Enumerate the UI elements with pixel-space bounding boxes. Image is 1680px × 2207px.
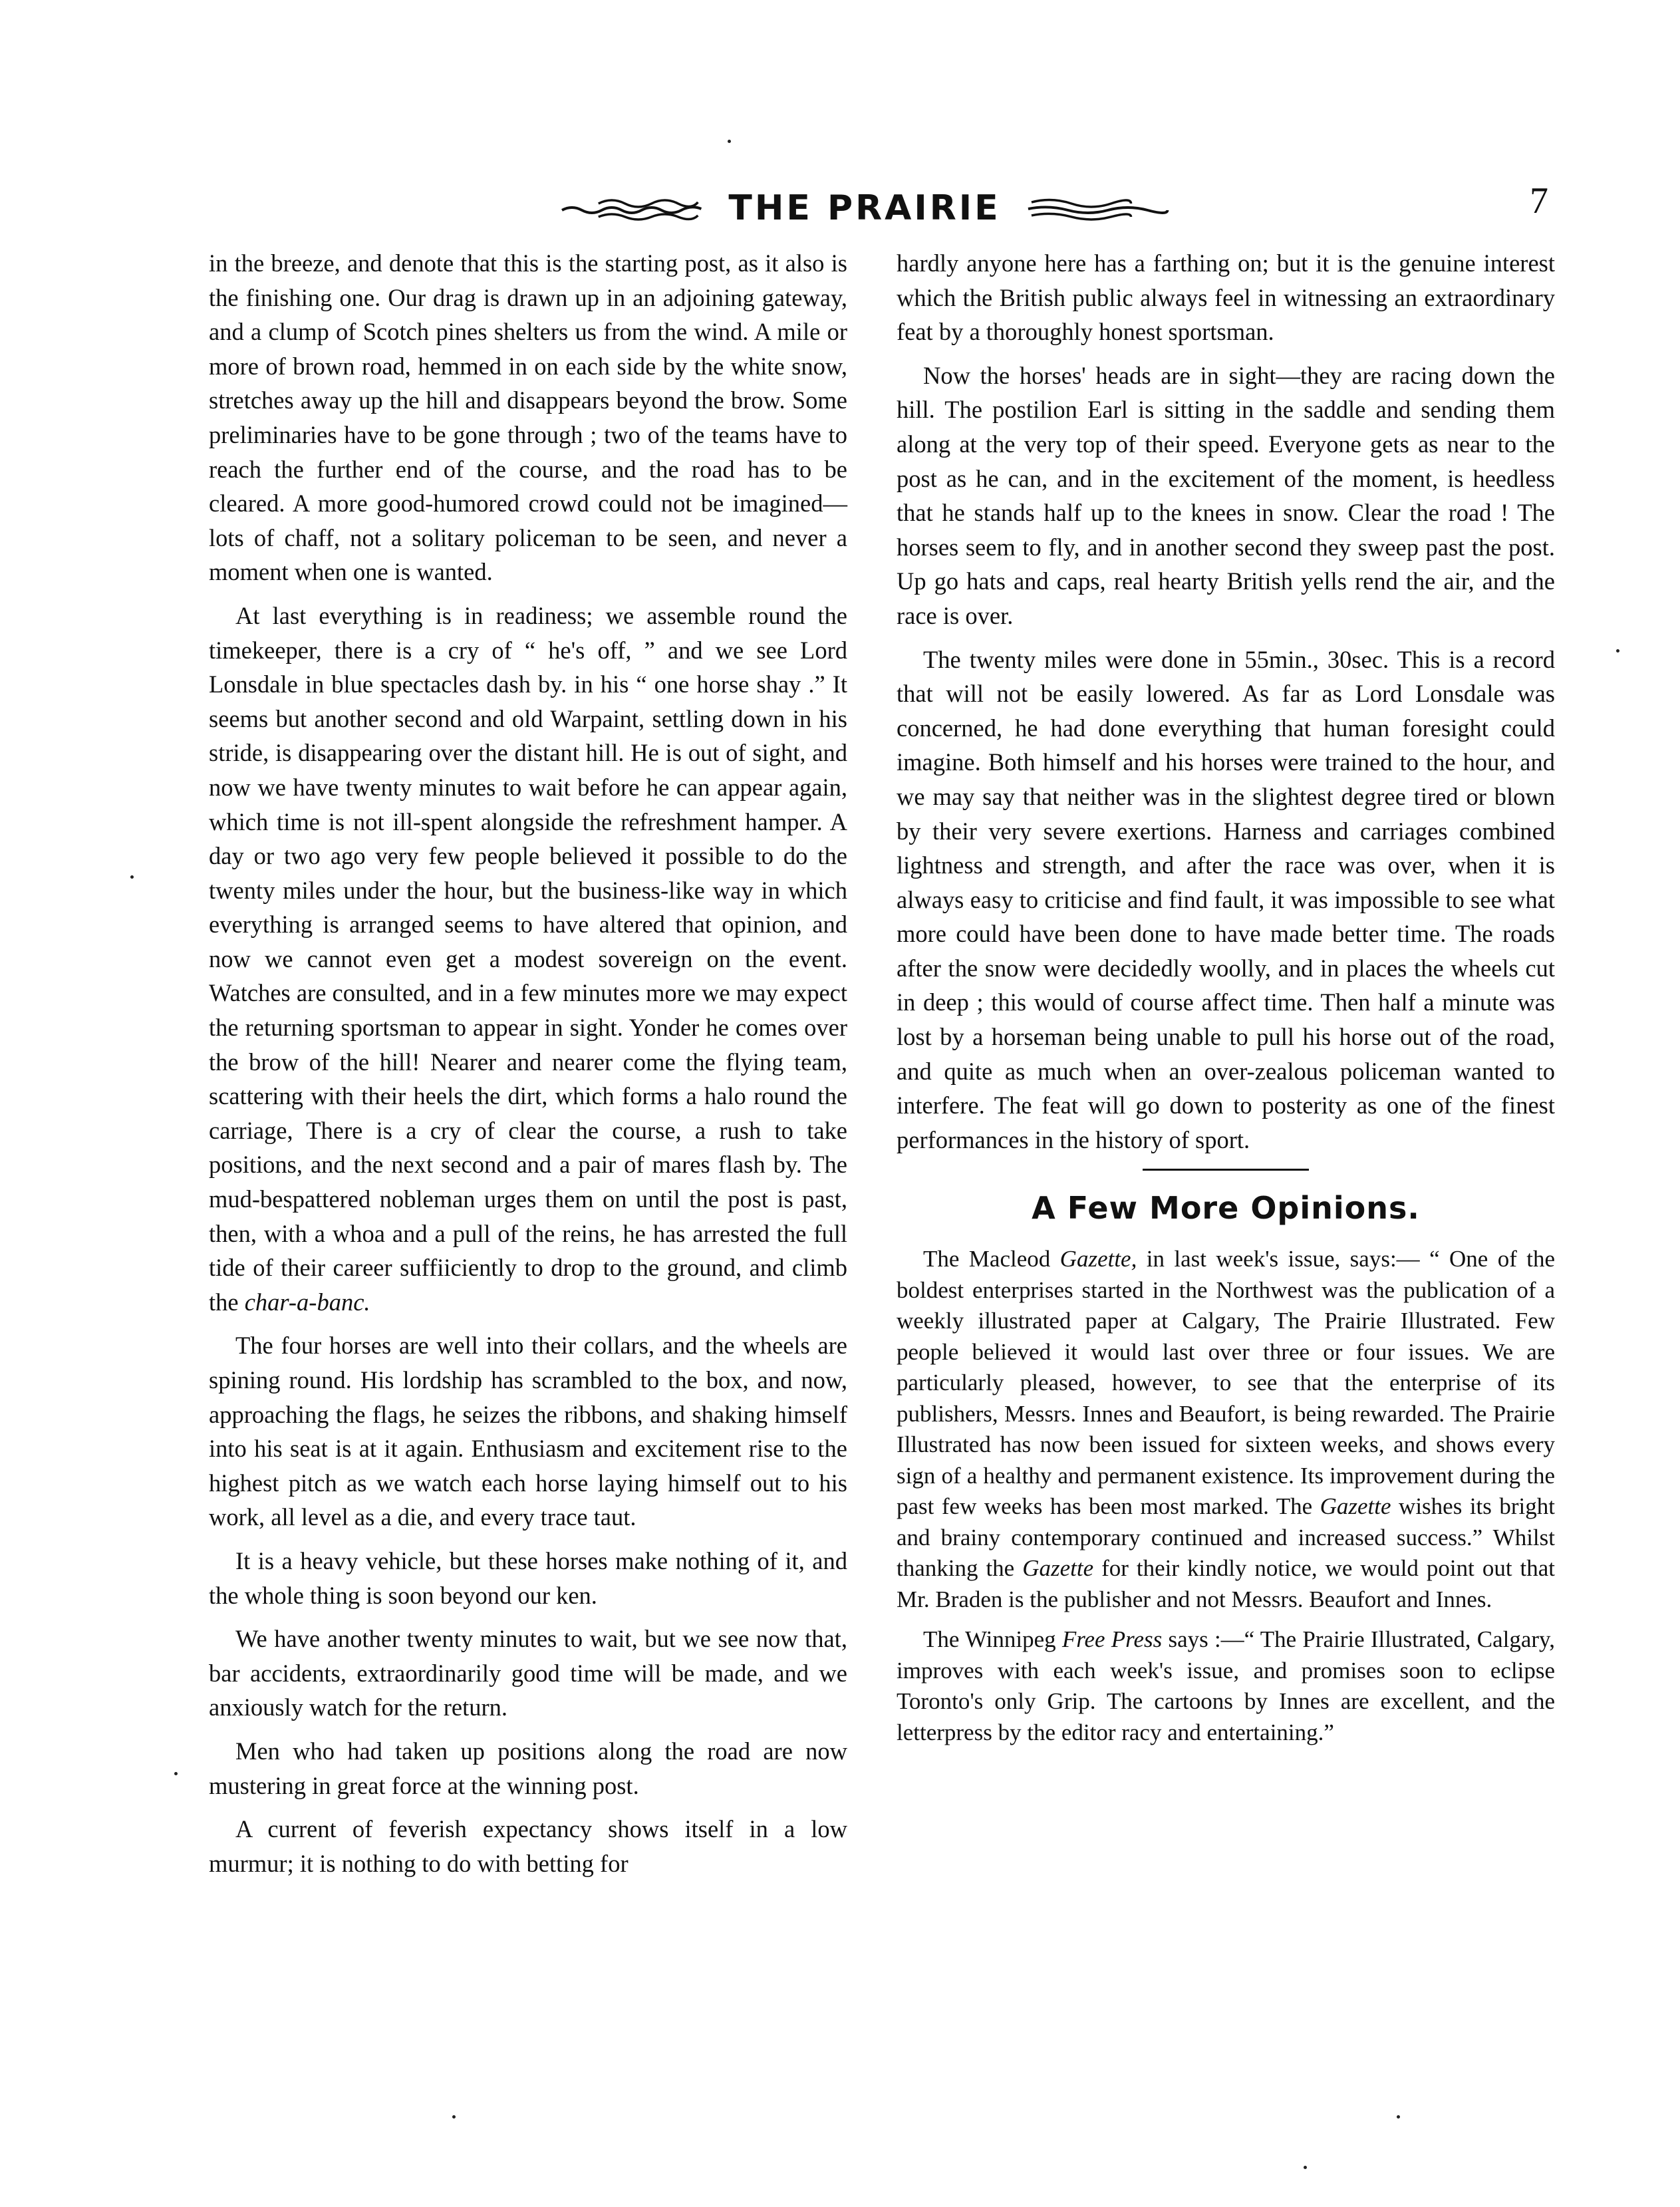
scan-speck [130, 875, 134, 879]
left-paragraph: Men who had taken up positions along the road are now mustering in great force at the winning post. [209, 1737, 847, 1799]
right-column [897, 246, 1555, 1757]
right-scroll-ornament-icon [1025, 192, 1171, 225]
masthead-title: THE PRAIRIE [728, 188, 1001, 228]
opinion-paragraph [897, 1624, 1555, 1748]
left-paragraph: It is a heavy vehicle, but these horses make nothing of it, and the whole thing is soon beyond our ken. [209, 1546, 847, 1609]
opinion-text: in last week's issue, says:— “ One of the boldest enterprises started in the Northwest was the publication of a weekly illustrated paper at Calgary, The Prairie Illustrated. Few people believed it would last over three or four issues. We are particularly pleased, however, to see that the enterprise of its publishers, Messrs. Innes and Beaufort, is being rewarded. The Prairie Illustrated has now been issued for sixteen weeks, and shows every sign of a healthy and permanent existence. Its improvement during the past few weeks has been most marked. The [897, 1246, 1556, 1520]
opinion-text: The Winnipeg [923, 1626, 1056, 1653]
publication-name: Gazette [1320, 1493, 1391, 1520]
left-paragraph [209, 599, 847, 1319]
page-number: 7 [1530, 180, 1548, 221]
section-heading: A Few More Opinions. [1032, 1190, 1420, 1227]
right-paragraph: The twenty miles were done in 55min., 30sec. This is a record that will not be easily lowered. As far as Lord Lonsdale was concerned, he had done everything that human foresight could imagine. Both himself and his horses were trained to the hour, and we may say that neither was in the slightest degree tired or blown by their very severe exertions. Harness and carriages combined lightness and strength, and after the race was over, when it is always easy to criticise and find fault, it was impossible to see what more could have been done to have made better time. The roads after the snow were decidedly woolly, and in places the wheels cut in deep ; this would of course affect time. Then half a minute was lost by a horseman being unable to pull his horse out of the road, and quite as much when an over-zealous policeman wanted to interfere. The feat will go down to posterity as one of the finest performances in the history of sport. [897, 645, 1555, 1153]
scan-speck [174, 1772, 178, 1775]
right-paragraph: hardly anyone here has a farthing on; but it is the genuine interest which the British public always feel in witnessing an extraordinary feat by a thoroughly honest sportsman. [897, 249, 1555, 346]
scan-speck [1304, 2166, 1307, 2169]
opinion-text: for their kindly notice, we would point out that Mr. Braden is the publisher and not Messrs. Beaufort and Innes. [897, 1555, 1555, 1612]
scan-speck [1616, 649, 1619, 653]
scan-speck [728, 140, 731, 143]
opinion-text: wishes its bright and brainy contemporary continued and increased success.” Whilst thanking the [897, 1493, 1556, 1582]
left-paragraph-text: At last everything is in readiness; we assemble round the timekeeper, there is a cry of “ he's off, ” and we see Lord Lonsdale in blue spectacles dash by. in his “ one horse shay .” It seems but another second and old Warpaint, settling down in his stride, is disappearing over the distant hill. He is out of sight, and now we have twenty minutes to wait before he can appear again, which time is not ill-spent alongside the refreshment hamper. A day or two ago very few people believed it possible to do the twenty miles under the hour, but the business-like way in which everything is arranged seems to have altered that opinion, and now we cannot even get a modest sovereign on the event. Watches are consulted, and in a few minutes more we may expect the returning sportsman to appear in sight. Yonder he comes over the brow of the hill! Nearer and nearer come the flying team, scattering with their heels the dirt, which forms a halo round the carriage, There is a cry of clear the course, a rush to take positions, and the next second and a pair of mares flash by. The mud-bespattered nobleman urges them on until the post is past, then, with a whoa and a pull of the reins, he has arrested the full tide of their career suffiiciently to drop to the ground, and climb the [209, 601, 847, 1316]
section-divider [1143, 1169, 1309, 1171]
left-column [209, 246, 847, 1890]
left-paragraph: The four horses are well into their collars, and the wheels are spining round. His lordship has scrambled to the box, and now, approaching the flags, he seizes the ribbons, and shaking himself into his seat is at it again. Enthusiasm and excitement rise to the highest pitch as we watch each horse laying himself out to his work, all level as a die, and every trace taut. [209, 1332, 847, 1531]
italic-phrase: char-a-banc. [244, 1288, 370, 1316]
publication-name: Gazette, [1059, 1246, 1137, 1272]
scan-speck [452, 2115, 456, 2119]
left-paragraph: A current of feverish expectancy shows itself in a low murmur; it is nothing to do with betting for [209, 1815, 847, 1877]
scan-speck [1397, 2115, 1400, 2119]
opinion-text: says :—“ The Prairie Illustrated, Calgary, improves with each week's issue, and promises soon to eclipse Toronto's only Grip. The cartoons by Innes are excellent, and the letterpress by the editor racy and entertaining.” [897, 1626, 1556, 1745]
opinion-paragraph [897, 1244, 1555, 1615]
publication-name: Gazette [1022, 1555, 1094, 1582]
right-paragraph: Now the horses' heads are in sight—they are racing down the hill. The postilion Earl is sitting in the saddle and sending them along at the very top of their speed. Everyone gets as near to the post as he can, and in the excitement of the moment, is heedless that he stands half up to the knees in snow. Clear the road ! The horses seem to fly, and in another second they sweep past the post. Up go hats and caps, real hearty British yells rend the air, and the race is over. [897, 361, 1555, 629]
opinion-text: The Macleod [923, 1246, 1051, 1272]
left-paragraph: We have another twenty minutes to wait, but we see now that, bar accidents, extraordinarily good time will be made, and we anxiously watch for the return. [209, 1625, 847, 1721]
publication-name: Free Press [1061, 1626, 1163, 1653]
left-paragraph: in the breeze, and denote that this is the starting post, as it also is the finishing one. Our drag is drawn up in an adjoining gateway, and a clump of Scotch pines shelters us from the wind. A mile or more of brown road, hemmed in on each side by the white snow, stretches away up the hill and disappears beyond the brow. Some preliminaries have to be gone through ; two of the teams have to reach the further end of the course, and the road has to be cleared. A more good-humored crowd could not be imagined—lots of chaff, not a solitary policeman to be seen, and never a moment when one is wanted. [209, 249, 847, 586]
masthead [559, 178, 1171, 238]
left-scroll-ornament-icon [559, 192, 704, 225]
